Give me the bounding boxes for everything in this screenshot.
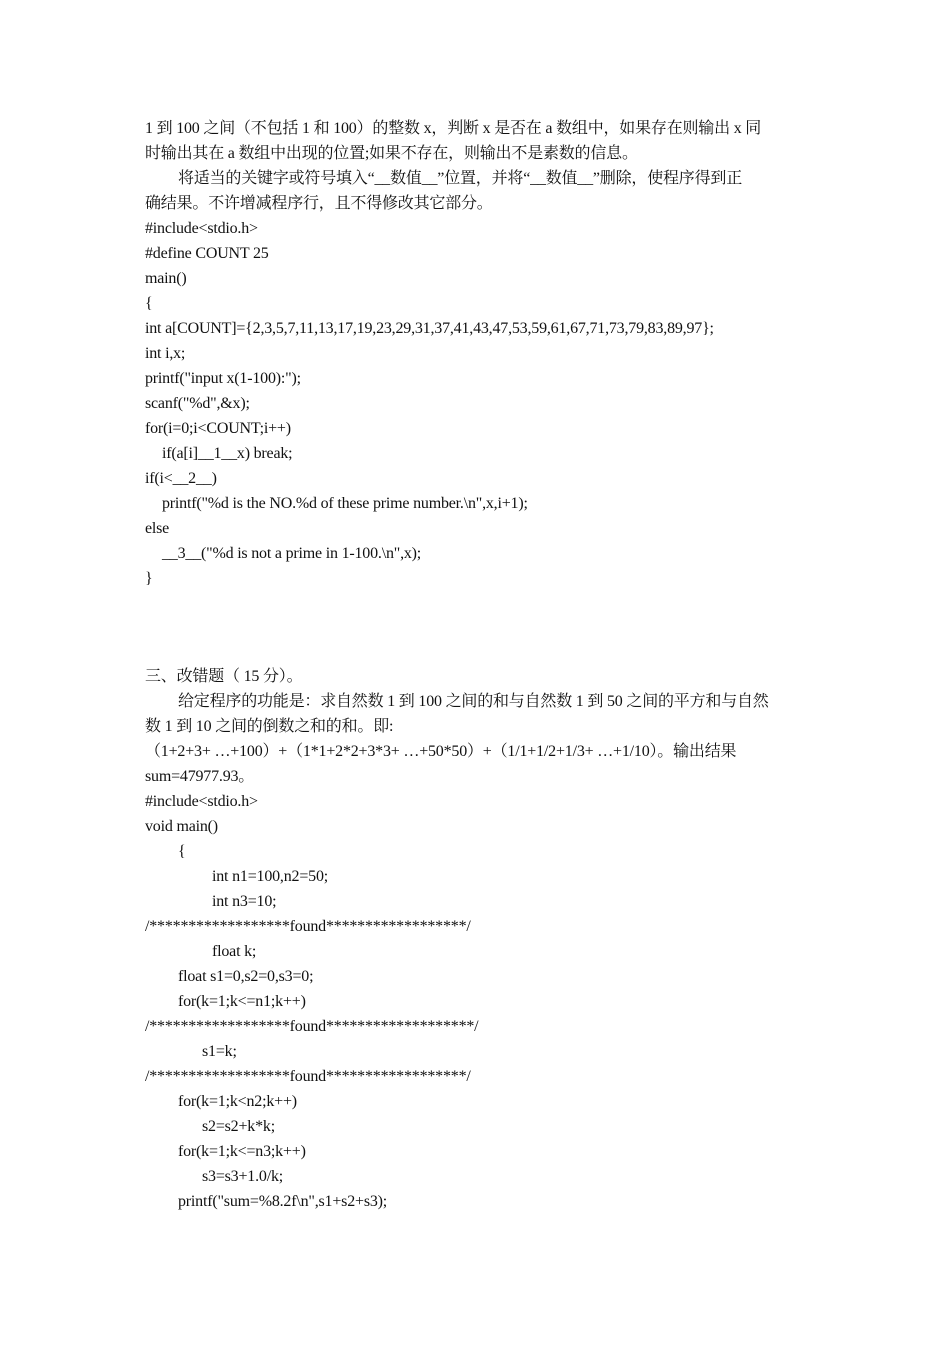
code-line: float k; xyxy=(212,943,257,960)
code-line: else xyxy=(145,520,170,537)
code-line: printf("sum=%8.2f\n",s1+s2+s3); xyxy=(178,1193,388,1210)
code-line: #include<stdio.h> xyxy=(145,793,258,810)
code-line: float s1=0,s2=0,s3=0; xyxy=(178,968,314,985)
intro-line: 时输出其在 a 数组中出现的位置;如果不存在，则输出不是素数的信息。 xyxy=(145,145,638,162)
code-line: printf("input x(1-100):"); xyxy=(145,370,301,387)
code-line-blank-1: if(a[i]__1__x) break; xyxy=(162,445,293,462)
found-marker: /******************found******************/ xyxy=(145,918,471,935)
section-heading: 三、改错题（ 15 分）。 xyxy=(145,668,303,685)
code-line: void main() xyxy=(145,818,218,835)
code-line: printf("%d is the NO.%d of these prime number.\n",x,i+1); xyxy=(162,495,528,512)
code-line: scanf("%d",&x); xyxy=(145,395,250,412)
code-line: #include<stdio.h> xyxy=(145,220,258,237)
code-line: s3=s3+1.0/k; xyxy=(202,1168,283,1185)
code-line: for(k=1;k<n2;k++) xyxy=(178,1093,297,1110)
code-line: int i,x; xyxy=(145,345,186,362)
code-line: for(i=0;i<COUNT;i++) xyxy=(145,420,291,437)
found-marker: /******************found******************/ xyxy=(145,1068,471,1085)
found-marker: /******************found*******************/ xyxy=(145,1018,479,1035)
desc-line: 数 1 到 10 之间的倒数之和的和。即: xyxy=(145,718,394,735)
code-line: int a[COUNT]={2,3,5,7,11,13,17,19,23,29,31,37,41,43,47,53,59,61,67,71,73,79,83,89,97}; xyxy=(145,320,714,337)
intro-line: 1 到 100 之间（不包括 1 和 100）的整数 x，判断 x 是否在 a 数组中，如果存在则输出 x 同 xyxy=(145,120,762,137)
intro-line: 将适当的关键字或符号填入“__数值__”位置，并将“__数值__”删除，使程序得到正 xyxy=(178,170,743,187)
intro-line: 确结果。不许增减程序行，且不得修改其它部分。 xyxy=(145,195,493,212)
code-line: { xyxy=(178,843,186,860)
code-line-blank-3: __3__("%d is not a prime in 1-100.\n",x); xyxy=(162,545,422,562)
code-line: int n3=10; xyxy=(212,893,277,910)
desc-line: sum=47977.93。 xyxy=(145,768,255,785)
code-line: for(k=1;k<=n3;k++) xyxy=(178,1143,306,1160)
desc-line: 给定程序的功能是：求自然数 1 到 100 之间的和与自然数 1 到 50 之间的平方和与自然 xyxy=(178,693,769,710)
code-line: } xyxy=(145,570,153,587)
code-line: #define COUNT 25 xyxy=(145,245,269,262)
code-line: int n1=100,n2=50; xyxy=(212,868,328,885)
code-line-blank-2: if(i<__2__) xyxy=(145,470,217,487)
code-line: s2=s2+k*k; xyxy=(202,1118,275,1135)
code-line: s1=k; xyxy=(202,1043,237,1060)
code-line: { xyxy=(145,295,153,312)
code-line: for(k=1;k<=n1;k++) xyxy=(178,993,306,1010)
desc-line: （1+2+3+ …+100）+（1*1+2*2+3*3+ …+50*50）+（1/1+1/2+1/3+ …+1/10）。输出结果 xyxy=(145,743,737,760)
code-line: main() xyxy=(145,270,187,287)
